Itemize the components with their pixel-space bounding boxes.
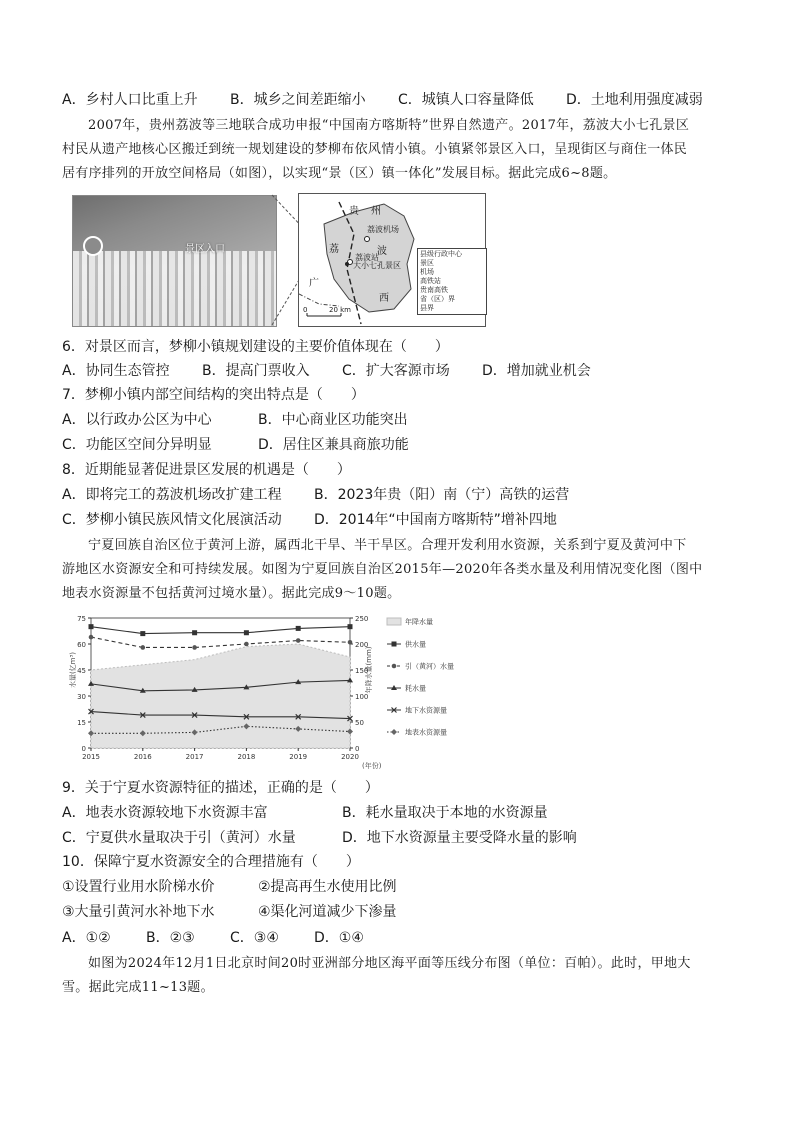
q7-options-row-1	[62, 410, 408, 430]
intro-11-13-line-1: 如图为2024年12月1日北京时间20时亚洲部分地区海平面等压线分布图（单位：百帕）。此时，甲地大	[88, 956, 691, 971]
legend-county-center: 县级行政中心	[420, 250, 462, 258]
x-tick-label: 2015	[82, 753, 100, 761]
y-left-tick-label: 60	[77, 641, 86, 649]
q10-items-row-1	[62, 877, 397, 897]
legend-airport: 机场	[420, 268, 434, 276]
q8-option-b: B．2023年贵（阳）南（宁）高铁的运营	[314, 487, 570, 503]
q5-option-c: C．城镇人口容量降低	[398, 92, 534, 108]
q6-stem: 6．对景区而言，梦柳小镇规划建设的主要价值体现在（ ）	[62, 339, 449, 355]
photo-label-entrance: 景区入口	[185, 244, 225, 255]
legend-scenic: 景区	[420, 259, 434, 267]
q6-option-d: D．增加就业机会	[482, 363, 591, 379]
q10-option-b: B．②③	[146, 930, 195, 946]
series-line-1	[91, 637, 350, 647]
intro-9-10-line-1: 宁夏回族自治区位于黄河上游，属西北干旱、半干旱区。合理开发利用水资源，关系到宁夏及黄河中下	[88, 538, 687, 553]
q9-stem: 9．关于宁夏水资源特征的描述，正确的是（ ）	[62, 780, 379, 796]
legend-hsr-station: 高铁站	[420, 277, 441, 285]
intro-6-8-line-2: 村民从遗产地核心区搬迁到统一规划建设的梦柳布依风情小镇。小镇紧邻景区入口，呈现街区与商住一体民	[62, 142, 688, 157]
legend-county-border: 县界	[420, 304, 434, 312]
q7-options-row-2	[62, 435, 409, 455]
q10-stem: 10．保障宁夏水资源安全的合理措施有（ ）	[62, 854, 360, 870]
x-tick-label: 2017	[185, 753, 204, 761]
q8-stem: 8．近期能显著促进景区发展的机遇是（ ）	[62, 462, 351, 478]
q6-options	[62, 361, 591, 381]
map-label-guang: 广	[309, 278, 319, 289]
q7-option-b: B．中心商业区功能突出	[258, 412, 408, 428]
q8-option-c: C．梦柳小镇民族风情文化展演活动	[62, 512, 282, 528]
q5-option-d: D．土地利用强度减弱	[566, 92, 703, 108]
map-label-gui: 贵	[349, 206, 359, 217]
q9-option-b: B．耗水量取决于本地的水资源量	[342, 805, 548, 821]
map-label-xi: 西	[379, 293, 389, 304]
q7-option-d: D．居住区兼具商旅功能	[258, 437, 409, 453]
intro-6-8-line-3: 居有序排列的开放空间格局（如图），以实现“景（区）镇一体化”发展目标。据此完成6~8题。	[62, 166, 617, 181]
y-left-tick-label: 30	[77, 693, 86, 701]
town-photo	[72, 195, 277, 327]
q9-options-row-1	[62, 803, 548, 823]
legend-label-2: 耗水量	[405, 684, 426, 693]
map-label-li: 荔	[329, 244, 339, 255]
q9-option-d: D．地下水资源量主要受降水量的影响	[342, 830, 577, 846]
legend-label-3: 地下水资源量	[405, 706, 447, 715]
legend-swatch-marker-0	[392, 642, 397, 647]
chart-ylabel-left: 水量(亿m³)	[69, 651, 77, 689]
series-point-0	[140, 631, 145, 636]
x-tick-label: 2020	[341, 753, 359, 761]
q8-options-row-2	[62, 510, 557, 530]
q10-item-3: ③大量引黄河水补地下水	[62, 904, 215, 920]
y-right-tick-label: 250	[355, 615, 369, 623]
series-point-1	[296, 638, 301, 643]
y-right-tick-label: 200	[355, 641, 369, 649]
q9-options-row-2	[62, 828, 577, 848]
legend-label-area: 年降水量	[405, 618, 433, 626]
q10-option-a: A．①②	[62, 930, 111, 946]
area-precipitation	[91, 644, 350, 748]
q10-option-d: D．①④	[314, 930, 364, 946]
q6-option-c: C．扩大客源市场	[342, 363, 450, 379]
series-point-0	[192, 630, 197, 635]
photo-marker	[83, 236, 103, 256]
legend-label-1: 引（黄河）水量	[405, 662, 454, 671]
series-point-1	[89, 635, 94, 640]
series-point-0	[296, 626, 301, 631]
legend-swatch-area	[387, 618, 401, 625]
y-right-tick-label: 150	[355, 667, 369, 675]
map-scale-label: 20 km	[329, 306, 352, 314]
map-label-airport: 荔波机场	[367, 225, 399, 234]
legend-label-4: 地表水资源量	[405, 728, 447, 737]
series-line-0	[91, 627, 350, 634]
q10-option-c: C．③④	[230, 930, 279, 946]
intro-9-10-line-2: 游地区水资源安全和可持续发展。如图为宁夏回族自治区2015年—2020年各类水量及利用情况变化图（图中	[62, 562, 703, 577]
q5-options	[62, 90, 703, 110]
water-chart	[65, 610, 465, 770]
q7-option-a: A．以行政办公区为中心	[62, 412, 212, 428]
x-tick-label: 2018	[237, 753, 256, 761]
q9-option-c: C．宁夏供水量取决于引（黄河）水量	[62, 830, 296, 846]
q7-option-c: C．功能区空间分异明显	[62, 437, 212, 453]
y-right-tick-label: 50	[355, 719, 364, 727]
legend-swatch-marker-4	[391, 729, 397, 735]
legend-province-border: 省（区）界	[420, 295, 455, 303]
q7-stem: 7．梦柳小镇内部空间结构的突出特点是（ ）	[62, 387, 365, 403]
x-tick-label: 2019	[289, 753, 308, 761]
location-map	[298, 193, 486, 327]
y-right-tick-label: 0	[355, 745, 360, 753]
legend-swatch-marker-1	[392, 664, 397, 669]
series-point-1	[244, 642, 249, 647]
q10-items-row-2	[62, 902, 397, 922]
map-label-station: 荔波站	[355, 253, 379, 262]
y-left-tick-label: 45	[77, 667, 86, 675]
map-label-bo: 波	[377, 246, 387, 257]
y-left-tick-label: 0	[81, 745, 86, 753]
q10-options	[62, 928, 364, 948]
intro-11-13-line-2: 雪。据此完成11~13题。	[62, 980, 214, 995]
intro-9-10-line-3: 地表水资源量不包括黄河过境水量）。据此完成9～10题。	[62, 586, 401, 601]
series-point-1	[348, 640, 353, 645]
x-tick-label: 2016	[133, 753, 152, 761]
legend-label-0: 供水量	[405, 640, 426, 649]
series-point-0	[244, 630, 249, 635]
q6-option-b: B．提高门票收入	[202, 363, 310, 379]
map-label-scenic: 大小七孔景区	[353, 261, 401, 270]
q6-option-a: A．协同生态管控	[62, 363, 170, 379]
q8-option-d: D．2014年“中国南方喀斯特”增补四地	[314, 512, 557, 528]
y-left-tick-label: 15	[77, 719, 86, 727]
chart-ylabel-right: 年降水量(mm)	[365, 646, 373, 694]
series-point-0	[89, 624, 94, 629]
chart-xlabel: (年份)	[362, 762, 382, 770]
y-right-tick-label: 100	[355, 693, 369, 701]
q10-item-1: ①设置行业用水阶梯水价	[62, 879, 215, 895]
q9-option-a: A．地表水资源较地下水资源丰富	[62, 805, 268, 821]
series-point-0	[348, 624, 353, 629]
q10-item-4: ④渠化河道减少下渗量	[258, 904, 397, 920]
map-legend	[417, 248, 487, 315]
legend-railway: 贵南高铁	[420, 286, 448, 294]
map-scale-zero: 0	[303, 306, 308, 314]
series-point-1	[192, 645, 197, 650]
y-left-tick-label: 75	[77, 615, 86, 623]
q5-option-b: B．城乡之间差距缩小	[230, 92, 366, 108]
series-point-1	[141, 645, 146, 650]
map-label-zhou: 州	[371, 206, 381, 217]
q10-item-2: ②提高再生水使用比例	[258, 879, 397, 895]
q8-option-a: A．即将完工的荔波机场改扩建工程	[62, 487, 282, 503]
q8-options-row-1	[62, 485, 569, 505]
intro-6-8-line-1: 2007年，贵州荔波等三地联合成功申报“中国南方喀斯特”世界自然遗产。2017年，荔波大小七孔景区	[88, 118, 690, 133]
q5-option-a: A．乡村人口比重上升	[62, 92, 198, 108]
